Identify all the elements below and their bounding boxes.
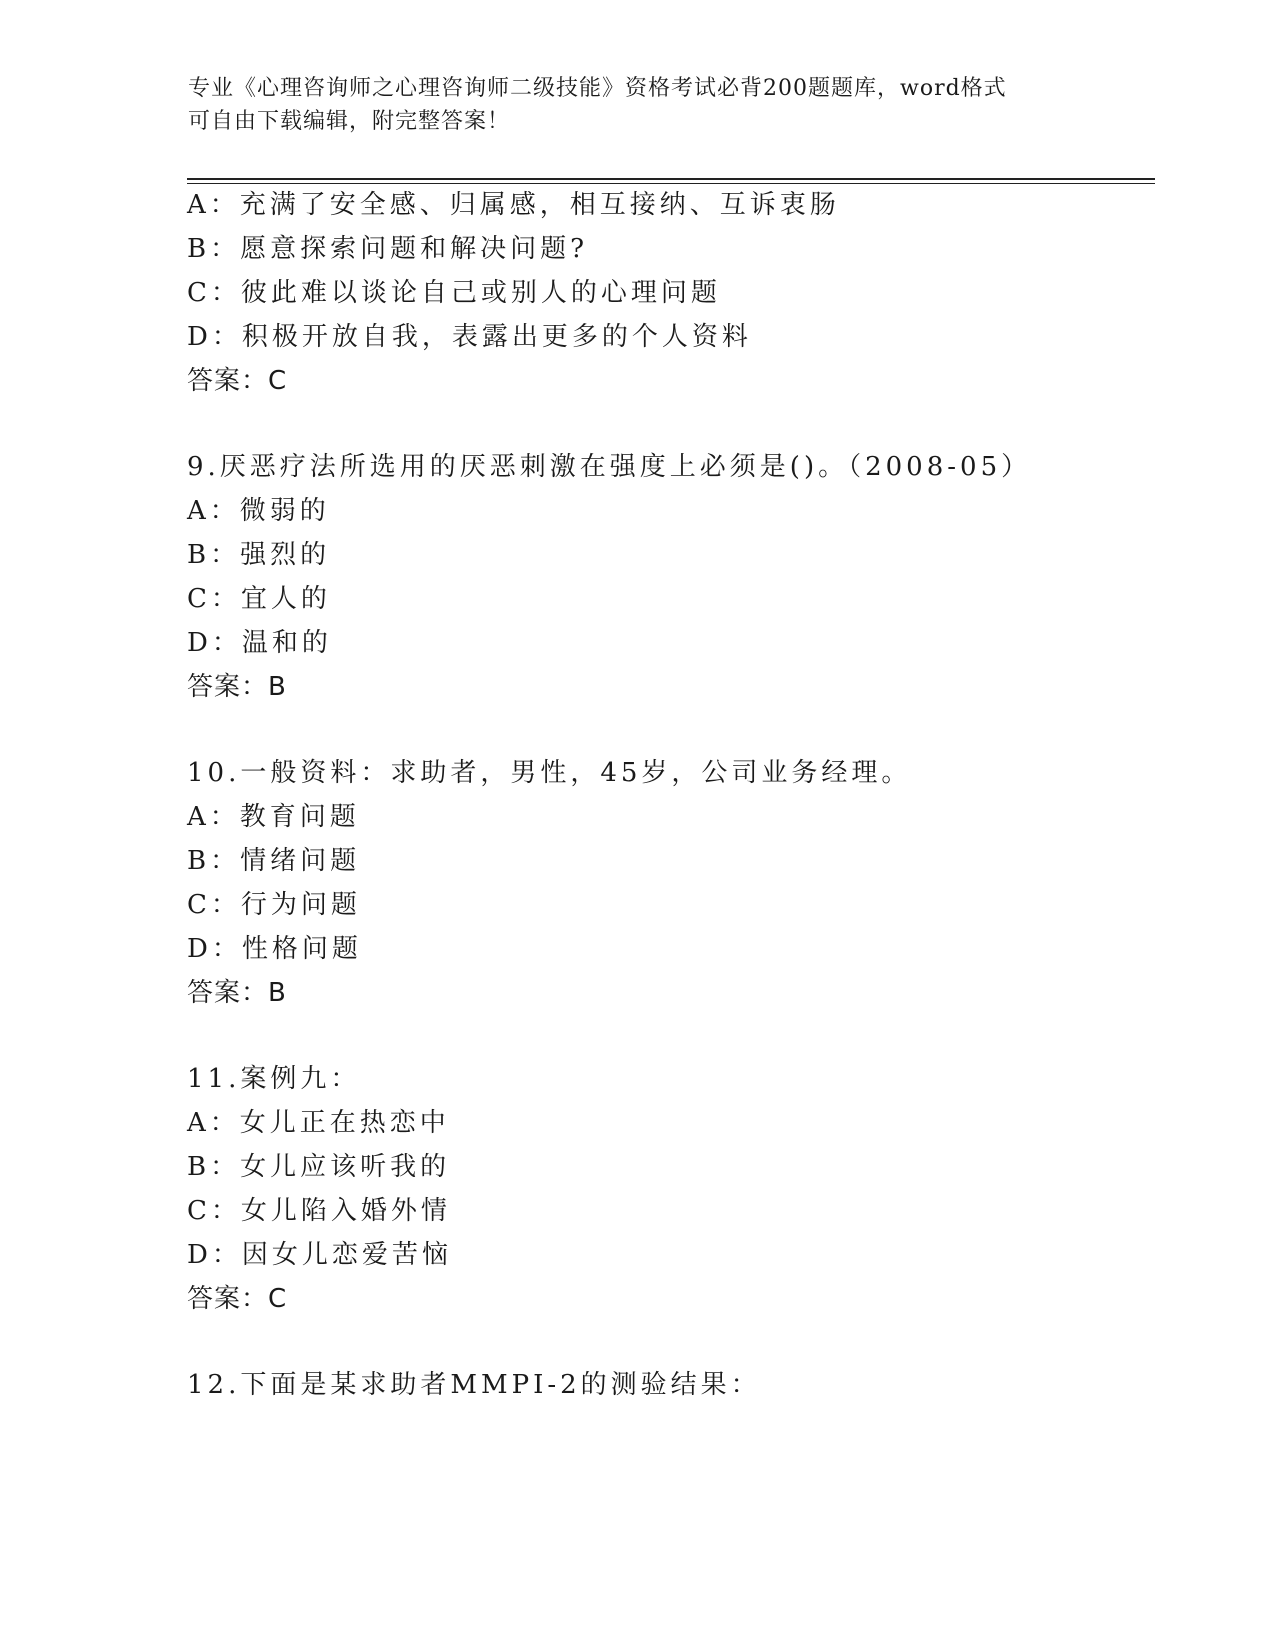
q9-option-c: C：宜人的: [187, 584, 331, 614]
q8-option-a: A：充满了安全感、归属感，相互接纳、互诉衷肠: [187, 190, 840, 220]
q11-option-a: A：女儿正在热恋中: [187, 1108, 450, 1138]
q11-answer: 答案：C: [187, 1284, 288, 1314]
q9-answer: 答案：B: [187, 672, 287, 702]
q8-option-d: D：积极开放自我，表露出更多的个人资料: [187, 322, 752, 352]
q11-option-b: B：女儿应该听我的: [187, 1152, 451, 1182]
q10-option-c: C：行为问题: [187, 890, 361, 920]
q8-option-b: B：愿意探索问题和解决问题?: [187, 234, 589, 264]
q10-option-b: B：情绪问题: [187, 846, 361, 876]
q9-option-a: A：微弱的: [187, 496, 330, 526]
q10-answer: 答案：B: [187, 978, 287, 1008]
q10-option-d: D：性格问题: [187, 934, 362, 964]
q11-option-d: D：因女儿恋爱苦恼: [187, 1240, 452, 1270]
q8-answer: 答案：C: [187, 366, 288, 396]
q9-option-b: B：强烈的: [187, 540, 331, 570]
q9-option-d: D：温和的: [187, 628, 332, 658]
q8-option-c: C：彼此难以谈论自己或别人的心理问题: [187, 278, 721, 308]
header-line-2: 可自由下载编辑，附完整答案！: [188, 109, 511, 134]
q11-option-c: C：女儿陷入婚外情: [187, 1196, 451, 1226]
q12-question: 12.下面是某求助者MMPI-2的测验结果：: [187, 1370, 761, 1400]
q10-option-a: A：教育问题: [187, 802, 360, 832]
document-header: [188, 72, 1088, 138]
q11-question: 11.案例九：: [187, 1064, 361, 1094]
q10-question: 10.一般资料：求助者，男性，45岁，公司业务经理。: [187, 758, 912, 788]
q9-question: 9.厌恶疗法所选用的厌恶刺激在强度上必须是()。（2008-05）: [187, 452, 1032, 482]
header-line-1: 专业《心理咨询师之心理咨询师二级技能》资格考试必背200题题库，word格式: [188, 76, 1007, 101]
